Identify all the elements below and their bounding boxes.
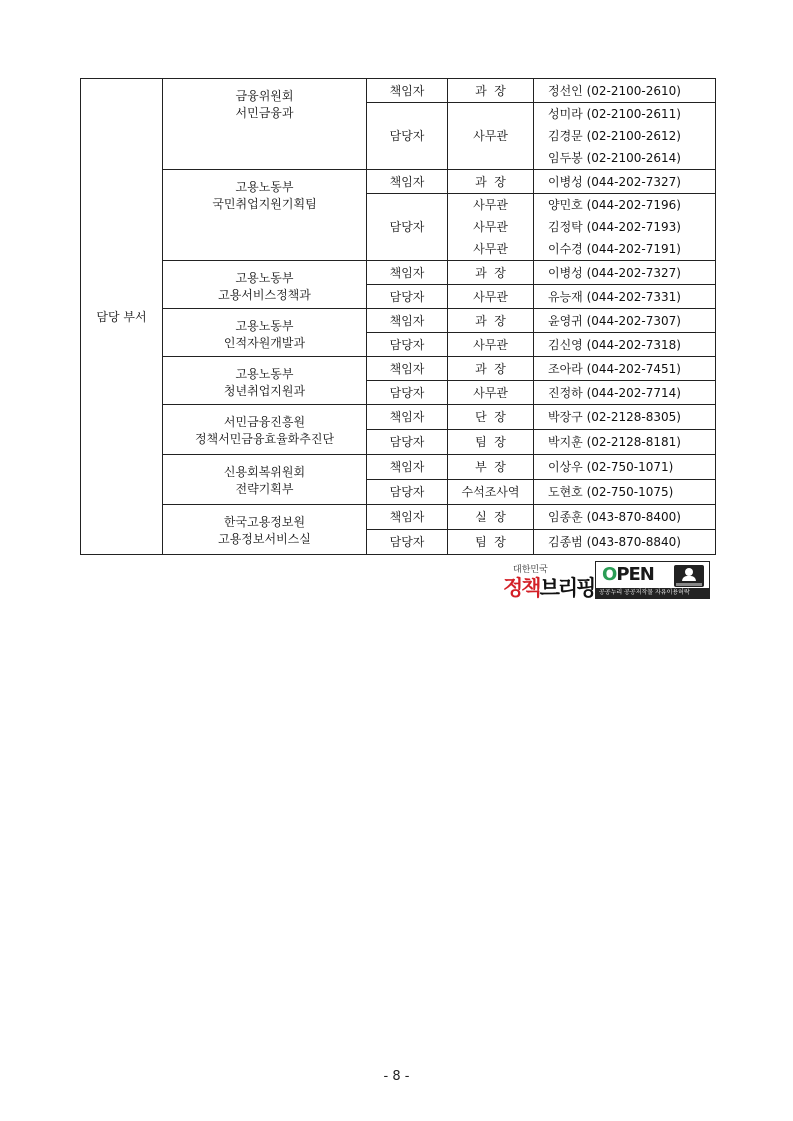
side-label-cell: [81, 79, 163, 555]
position-line: 사무관: [473, 242, 508, 256]
department-unit: 청년취업지원과: [223, 384, 306, 398]
person-line: 임두봉 (02-2100-2614): [548, 151, 681, 165]
department-unit: 국민취업지원기획팀: [212, 197, 317, 211]
kogl-open-logo: [595, 561, 710, 599]
person-cell: 도현호 (02-750-1075): [534, 480, 716, 505]
position-line: 사무관: [473, 220, 508, 234]
role-cell: 책임자: [367, 505, 448, 530]
department-unit: 정책서민금융효율화추진단: [194, 432, 335, 446]
person-cell: 이병성 (044-202-7327): [534, 261, 716, 285]
brand-caption: 대한민국: [513, 565, 548, 575]
side-label: 담당 부서: [96, 309, 147, 324]
person-list-cell: [534, 194, 716, 261]
role-cell: 담당자: [367, 480, 448, 505]
role-cell: 담당자: [367, 103, 448, 170]
person-cell: 조아라 (044-202-7451): [534, 357, 716, 381]
position-cell: 과 장: [448, 79, 534, 103]
position-cell: 단 장: [448, 405, 534, 430]
department-org: 고용노동부: [235, 180, 294, 194]
person-line: 김정탁 (044-202-7193): [548, 220, 681, 234]
department-cell: [163, 170, 367, 261]
department-cell: [163, 405, 367, 455]
department-cell: [163, 309, 367, 357]
position-cell: 부 장: [448, 455, 534, 480]
department-unit: 서민금융과: [235, 106, 294, 120]
role-cell: 책임자: [367, 79, 448, 103]
person-cell: 박지훈 (02-2128-8181): [534, 430, 716, 455]
person-cell: 유능재 (044-202-7331): [534, 285, 716, 309]
person-cell: 김신영 (044-202-7318): [534, 333, 716, 357]
position-cell: 수석조사역: [448, 480, 534, 505]
department-cell: [163, 505, 367, 555]
person-cell: 박장구 (02-2128-8305): [534, 405, 716, 430]
department-unit: 전략기획부: [235, 482, 294, 496]
position-line: 사무관: [473, 198, 508, 212]
department-unit: 인적자원개발과: [223, 336, 306, 350]
person-cell: 임종훈 (043-870-8400): [534, 505, 716, 530]
department-unit: 고용정보서비스실: [218, 532, 311, 546]
person-badge-icon: [674, 565, 704, 587]
person-line: 이수경 (044-202-7191): [548, 242, 681, 256]
role-cell: 책임자: [367, 405, 448, 430]
role-cell: 책임자: [367, 170, 448, 194]
role-cell: 담당자: [367, 530, 448, 555]
position-cell: 사무관: [448, 285, 534, 309]
role-cell: 담당자: [367, 430, 448, 455]
person-cell: 윤영귀 (044-202-7307): [534, 309, 716, 333]
department-org: 신용회복위원회: [223, 465, 306, 479]
position-cell: 사무관: [448, 381, 534, 405]
person-list-cell: [534, 103, 716, 170]
person-cell: 진정하 (044-202-7714): [534, 381, 716, 405]
department-org: 고용노동부: [235, 271, 294, 285]
role-cell: 담당자: [367, 381, 448, 405]
department-org: 금융위원회: [235, 89, 294, 103]
role-cell: 책임자: [367, 309, 448, 333]
role-cell: 책임자: [367, 261, 448, 285]
position-cell: 사무관: [448, 103, 534, 170]
open-license-strip: 공공누리 공공저작물 자유이용허락: [596, 588, 709, 598]
position-cell: 과 장: [448, 261, 534, 285]
department-cell: [163, 79, 367, 170]
department-cell: [163, 261, 367, 309]
department-org: 고용노동부: [235, 367, 294, 381]
department-unit: 고용서비스정책과: [218, 288, 311, 302]
position-cell: 팀 장: [448, 430, 534, 455]
position-cell: 팀 장: [448, 530, 534, 555]
person-line: 김경문 (02-2100-2612): [548, 129, 681, 143]
logo-area: [503, 558, 710, 602]
open-wordmark: OPEN: [602, 564, 654, 585]
person-line: 양민호 (044-202-7196): [548, 198, 681, 212]
position-cell: 과 장: [448, 309, 534, 333]
person-cell: 이병성 (044-202-7327): [534, 170, 716, 194]
position-cell: 과 장: [448, 357, 534, 381]
role-cell: 담당자: [367, 194, 448, 261]
person-cell: 이상우 (02-750-1071): [534, 455, 716, 480]
person-cell: 김종범 (043-870-8840): [534, 530, 716, 555]
department-cell: [163, 455, 367, 505]
role-cell: 담당자: [367, 285, 448, 309]
role-cell: 책임자: [367, 357, 448, 381]
department-org: 한국고용정보원: [223, 515, 306, 529]
department-cell: [163, 357, 367, 405]
contacts-table: [80, 78, 716, 555]
brand-wordmark: 정책브리핑: [503, 576, 595, 600]
person-line: 성미라 (02-2100-2611): [548, 107, 681, 121]
position-cell: 과 장: [448, 170, 534, 194]
position-list-cell: [448, 194, 534, 261]
page-number: - 8 -: [383, 1069, 410, 1084]
policy-briefing-logo: [503, 558, 595, 602]
role-cell: 책임자: [367, 455, 448, 480]
department-org: 고용노동부: [235, 319, 294, 333]
department-org: 서민금융진흥원: [223, 415, 306, 429]
position-cell: 사무관: [448, 333, 534, 357]
person-cell: 정선인 (02-2100-2610): [534, 79, 716, 103]
position-cell: 실 장: [448, 505, 534, 530]
role-cell: 담당자: [367, 333, 448, 357]
